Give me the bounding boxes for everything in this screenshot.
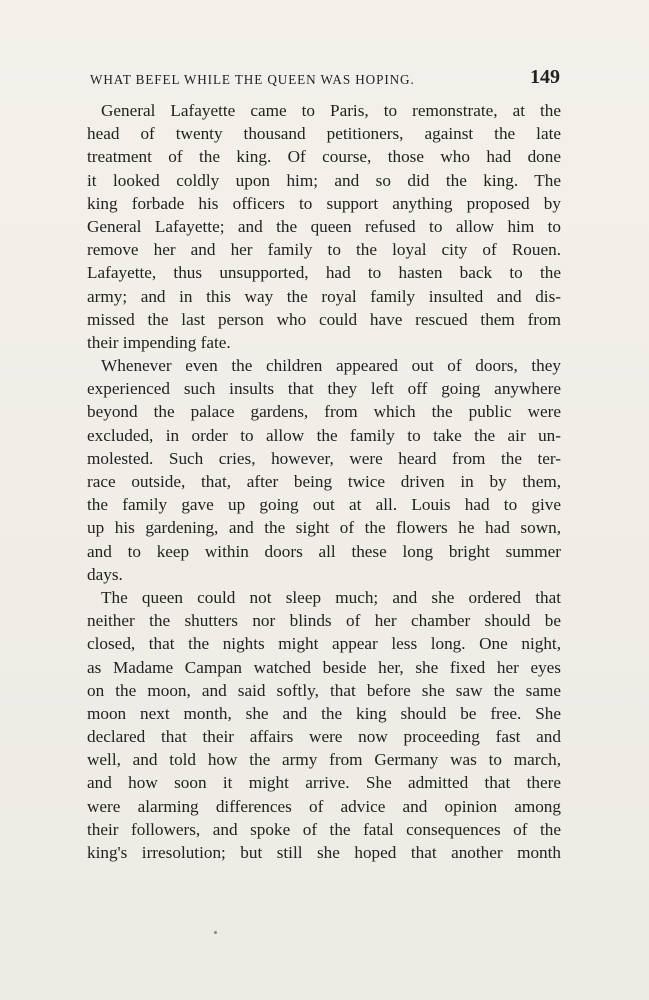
text-line: their followers, and spoke of the fatal consequences of the xyxy=(87,819,561,839)
text-line: days. xyxy=(87,564,123,584)
text-line: well, and told how the army from Germany was to march, xyxy=(87,750,561,770)
text-line: General Lafayette came to Paris, to remonstrate, at the xyxy=(101,101,561,120)
text-line: declared that their affairs were now proceeding fast and xyxy=(87,727,561,747)
text-line: king's irresolution; but still she hoped that another month xyxy=(87,843,561,862)
text-line: neither the shutters nor blinds of her chamber should be xyxy=(87,611,561,631)
text-line: up his gardening, and the sight of the flowers he had sown, xyxy=(87,518,561,538)
paragraph-2 xyxy=(87,354,561,586)
text-line: on the moon, and said softly, that before she saw the same xyxy=(87,680,561,700)
text-line: Whenever even the children appeared out of doors, they xyxy=(101,356,561,376)
text-line: excluded, in order to allow the family to take the air un- xyxy=(87,425,561,445)
text-line: moon next month, she and the king should be free. She xyxy=(87,703,561,723)
text-line: closed, that the nights might appear less long. One night, xyxy=(87,634,561,654)
paragraph-3 xyxy=(87,586,561,864)
paper-speck xyxy=(214,931,217,934)
text-line: Lafayette, thus unsupported, had to hasten back to the xyxy=(87,263,561,283)
text-line: king forbade his officers to support anything proposed by xyxy=(87,193,561,213)
text-line: experienced such insults that they left off going anywhere xyxy=(87,379,561,399)
text-line: General Lafayette; and the queen refused to allow him to xyxy=(87,216,561,236)
text-line: treatment of the king. Of course, those who had done xyxy=(87,147,561,167)
paragraph-1 xyxy=(87,99,561,354)
text-line: and to keep within doors all these long bright summer xyxy=(87,541,561,561)
text-line: race outside, that, after being twice driven in by them, xyxy=(87,472,561,491)
page-number: 149 xyxy=(530,66,560,88)
text-line: and how soon it might arrive. She admitted that there xyxy=(87,773,561,793)
text-line: were alarming differences of advice and opinion among xyxy=(87,796,561,816)
text-line: as Madame Campan watched beside her, she fixed her eyes xyxy=(87,657,561,677)
text-line: the family gave up going out at all. Louis had to give xyxy=(87,495,561,515)
text-line: their impending fate. xyxy=(87,332,231,352)
text-line: remove her and her family to the loyal city of Rouen. xyxy=(87,240,561,260)
body-text xyxy=(87,99,561,864)
running-head-title: WHAT BEFEL WHILE THE QUEEN WAS HOPING. xyxy=(90,72,415,87)
text-line: The queen could not sleep much; and she ordered that xyxy=(101,587,561,607)
text-line: molested. Such cries, however, were heard from the ter- xyxy=(87,448,561,468)
text-line: missed the last person who could have rescued them from xyxy=(87,309,561,329)
text-line: it looked coldly upon him; and so did the king. The xyxy=(87,170,561,190)
text-line: head of twenty thousand petitioners, against the late xyxy=(87,124,561,144)
running-head xyxy=(90,66,560,96)
text-line: beyond the palace gardens, from which the public were xyxy=(87,402,561,422)
text-line: army; and in this way the royal family insulted and dis- xyxy=(87,286,561,306)
